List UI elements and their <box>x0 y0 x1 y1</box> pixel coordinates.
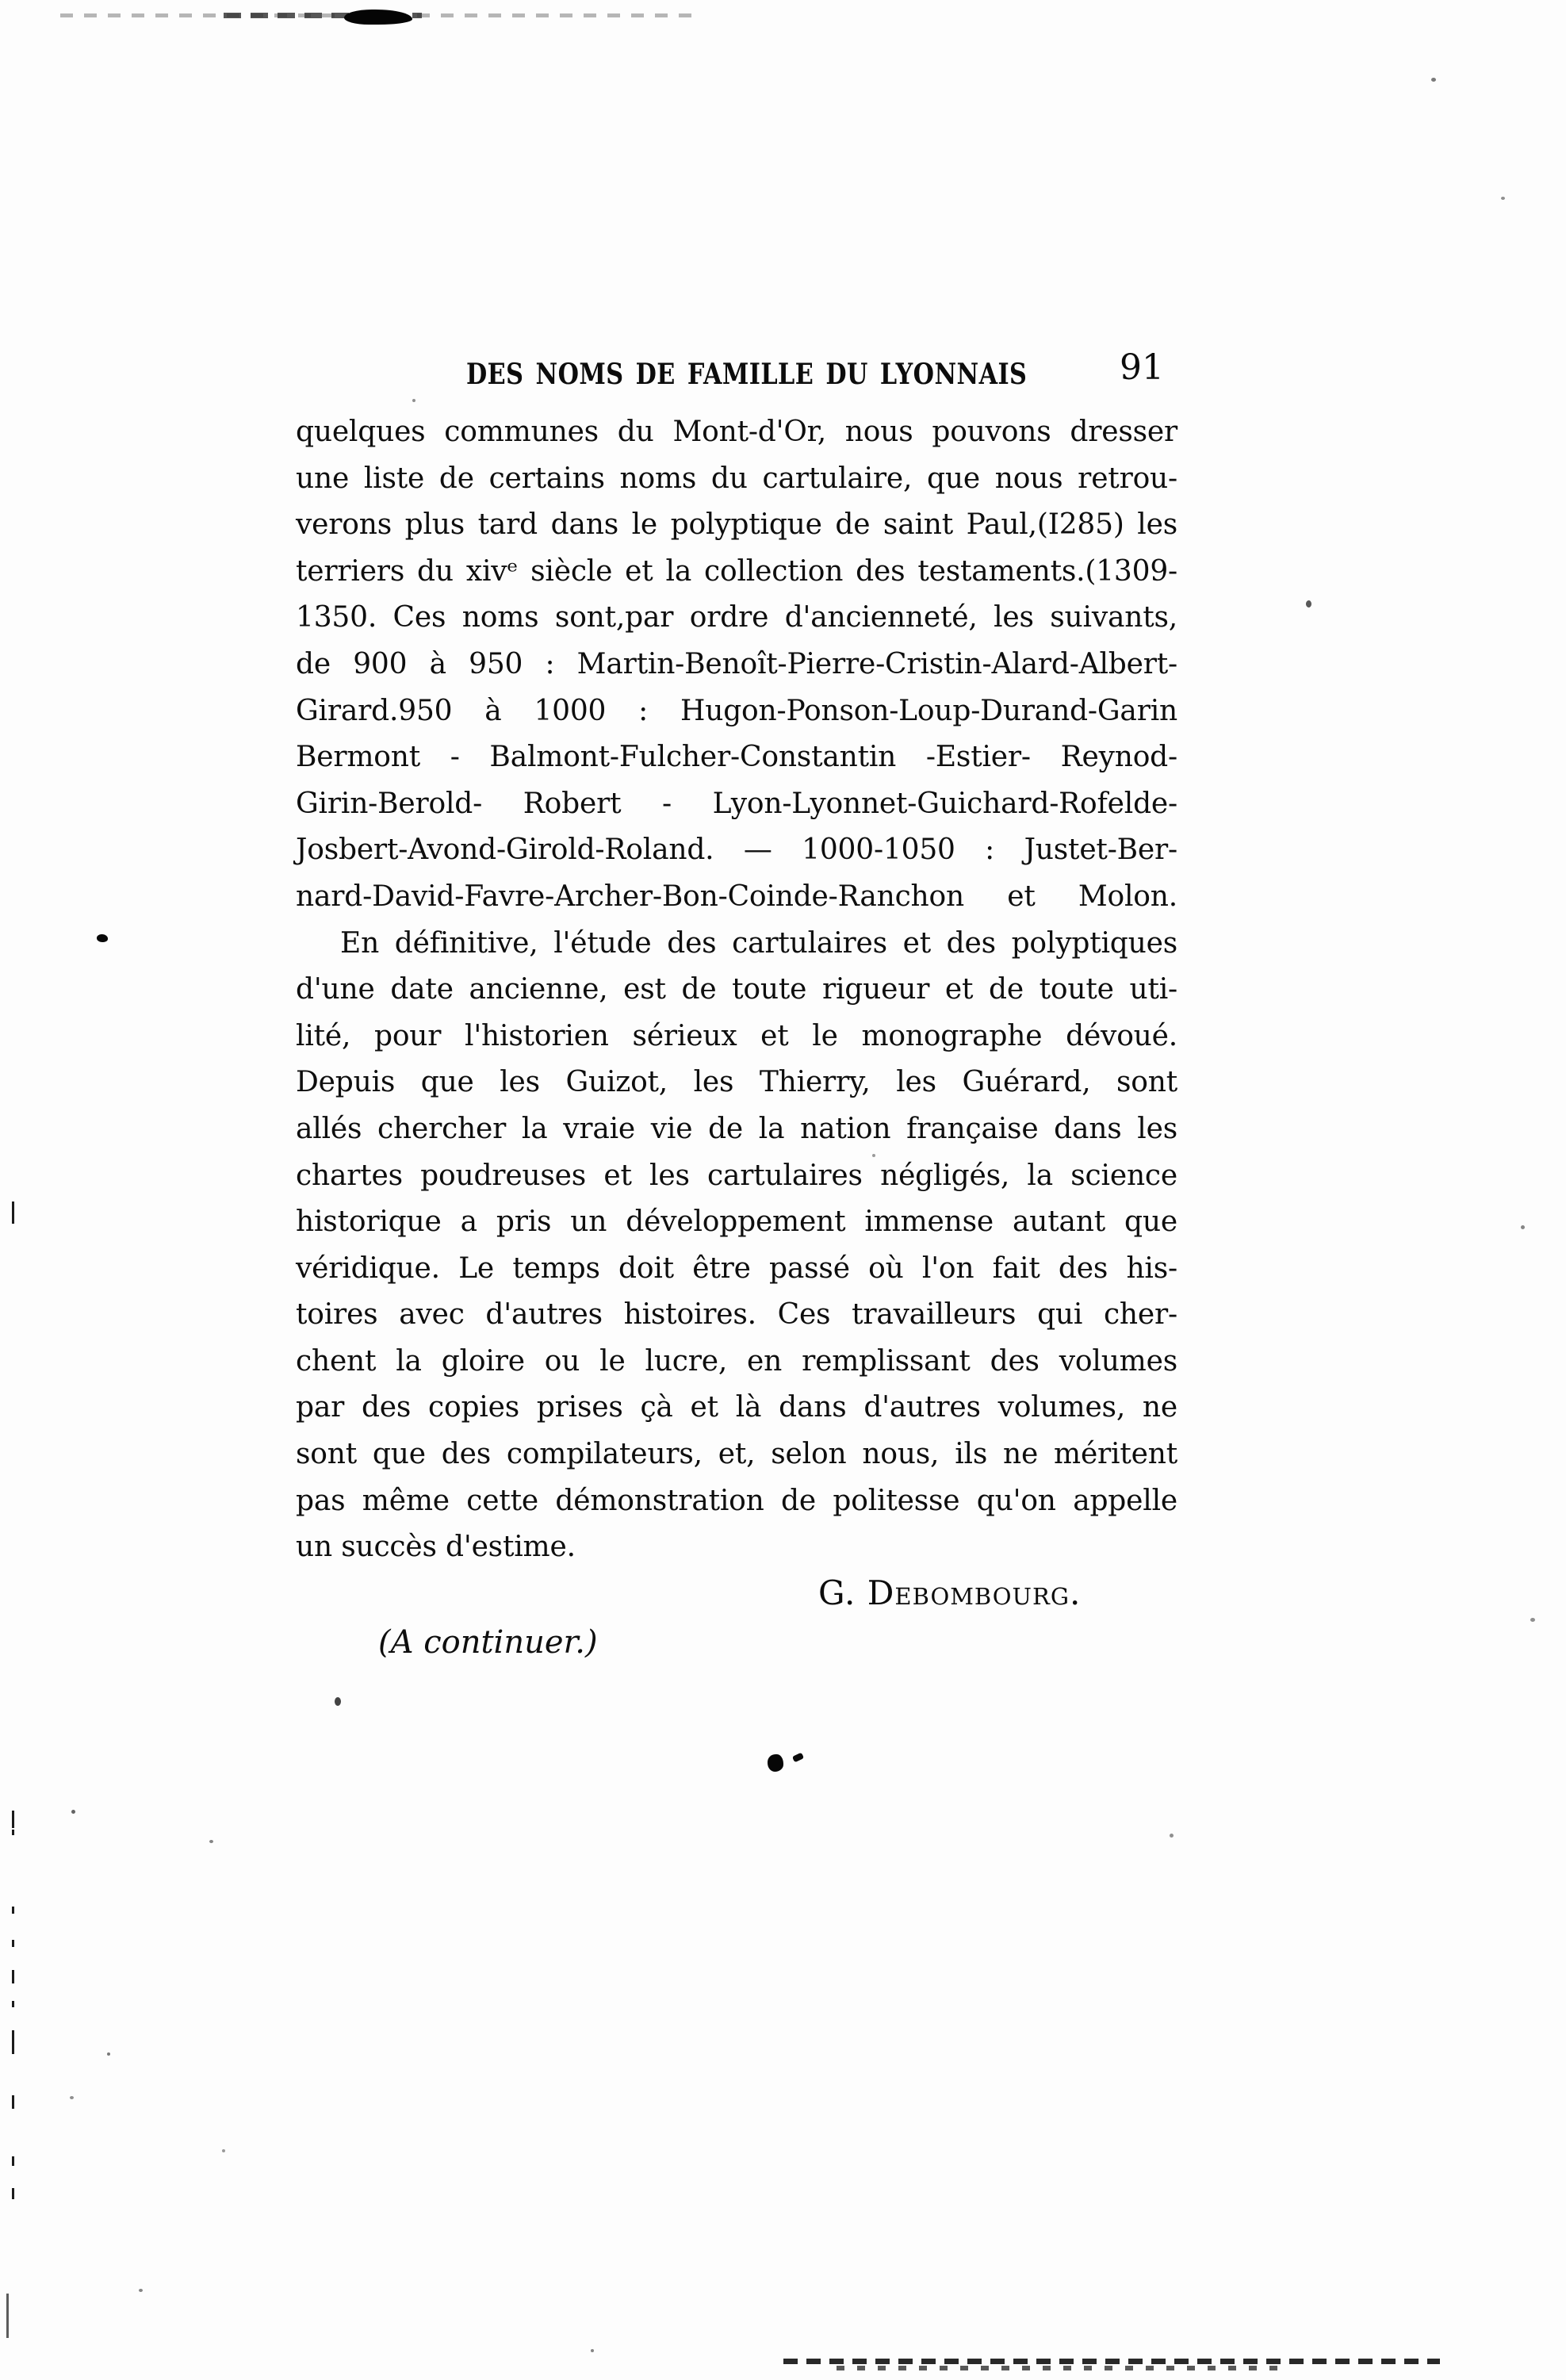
body-line: Bermont - Balmont-Fulcher-Constantin -Estier- Reynod- <box>296 741 1177 774</box>
body-line: pas même cette démonstration de politesse qu'on appelle <box>296 1484 1177 1517</box>
scan-artifact-margin-tick <box>12 2030 14 2054</box>
body-line: Girin-Berold- Robert - Lyon-Lyonnet-Guichard-Rofelde- <box>296 787 1177 820</box>
scan-artifact-margin-tick <box>12 1940 14 1947</box>
body-line: toires avec d'autres histoires. Ces travailleurs qui cher- <box>296 1298 1177 1332</box>
author-signature: G. Debombourg. <box>818 1573 1082 1612</box>
body-line: par des copies prises çà et là dans d'autres volumes, ne <box>296 1391 1177 1424</box>
body-line: Josbert-Avond-Girold-Roland. — 1000-1050 : Justet-Ber- <box>296 834 1177 867</box>
scan-artifact-bottom-dashes <box>783 2359 1440 2364</box>
body-line: terriers du xivᵉ siècle et la collection des testaments.(1309- <box>296 554 1177 588</box>
scan-noise-speck <box>872 1154 875 1157</box>
scan-noise-speck <box>1501 197 1505 200</box>
continuation-note: (A continuer.) <box>378 1624 598 1661</box>
scan-noise-speck <box>1306 600 1311 607</box>
scan-noise-speck <box>1530 1618 1535 1622</box>
body-line: verons plus tard dans le polyptique de saint Paul,(I285) les <box>296 508 1177 542</box>
body-line: de 900 à 950 : Martin-Benoît-Pierre-Cristin-Alard-Albert- <box>296 647 1177 680</box>
body-line: allés chercher la vraie vie de la nation française dans les <box>296 1112 1177 1145</box>
scan-noise-speck <box>222 2149 225 2152</box>
scan-artifact-margin-tick <box>12 2001 14 2007</box>
body-line: En définitive, l'étude des cartulaires et des polyptiques <box>340 926 1177 960</box>
scan-artifact-ink-dot <box>768 1754 783 1772</box>
scan-artifact-left-edge-line <box>6 2294 9 2338</box>
body-line: d'une date ancienne, est de toute rigueur et de toute uti- <box>296 973 1177 1006</box>
body-line: historique a pris un développement immense autant que <box>296 1205 1177 1239</box>
scan-noise-speck <box>412 399 415 402</box>
scan-noise-speck <box>1521 1225 1525 1229</box>
body-line: véridique. Le temps doit être passé où l'on fait des his- <box>296 1251 1177 1285</box>
body-line: Girard.950 à 1000 : Hugon-Ponson-Loup-Durand-Garin <box>296 694 1177 727</box>
scan-artifact-margin-tick <box>12 2188 14 2199</box>
body-line: sont que des compilateurs, et, selon nous, ils ne méritent <box>296 1438 1177 1471</box>
scan-noise-speck <box>591 2349 594 2352</box>
scan-noise-speck <box>107 2052 110 2056</box>
page-number: 91 <box>1120 347 1164 388</box>
scan-artifact-margin-tick <box>12 1830 14 1835</box>
scan-noise-speck <box>139 2289 143 2292</box>
body-line: chent la gloire ou le lucre, en remplissant des volumes <box>296 1344 1177 1378</box>
scan-noise-speck <box>1431 78 1436 82</box>
body-line: un succès d'estime. <box>296 1531 576 1564</box>
scan-noise-speck <box>70 2096 74 2099</box>
scan-noise-speck <box>335 1697 341 1706</box>
body-line: lité, pour l'historien sérieux et le monographe dévoué. <box>296 1019 1177 1052</box>
scan-artifact-margin-tick <box>12 2095 14 2109</box>
body-line: Depuis que les Guizot, les Thierry, les Guérard, sont <box>296 1066 1177 1099</box>
body-line: chartes poudreuses et les cartulaires négligés, la science <box>296 1159 1177 1192</box>
scan-artifact-ink-tick <box>792 1753 804 1763</box>
body-line: 1350. Ces noms sont,par ordre d'ancienneté, les suivants, <box>296 601 1177 634</box>
body-text <box>296 409 1177 1571</box>
running-header-title: DES NOMS DE FAMILLE DU LYONNAIS <box>466 358 1028 391</box>
body-line: nard-David-Favre-Archer-Bon-Coinde-Ranchon et Molon. <box>296 880 1177 913</box>
scan-artifact-top-smudge <box>344 10 412 25</box>
scan-artifact-margin-tick <box>12 2156 14 2166</box>
scan-artifact-bottom-dashes-2 <box>837 2366 1281 2370</box>
body-line: quelques communes du Mont-d'Or, nous pouvons dresser <box>296 416 1177 448</box>
body-line: une liste de certains noms du cartulaire, que nous retrou- <box>296 462 1177 495</box>
scan-artifact-margin-tick <box>12 1907 14 1914</box>
scan-artifact-margin-tick <box>12 1970 14 1983</box>
scan-artifact-margin-tick <box>12 1201 14 1224</box>
scan-noise-speck <box>1170 1834 1174 1838</box>
scan-artifact-margin-blob <box>97 934 108 942</box>
scan-noise-speck <box>209 1840 213 1843</box>
scan-noise-speck <box>71 1810 75 1814</box>
scan-artifact-margin-tick <box>12 1811 14 1828</box>
